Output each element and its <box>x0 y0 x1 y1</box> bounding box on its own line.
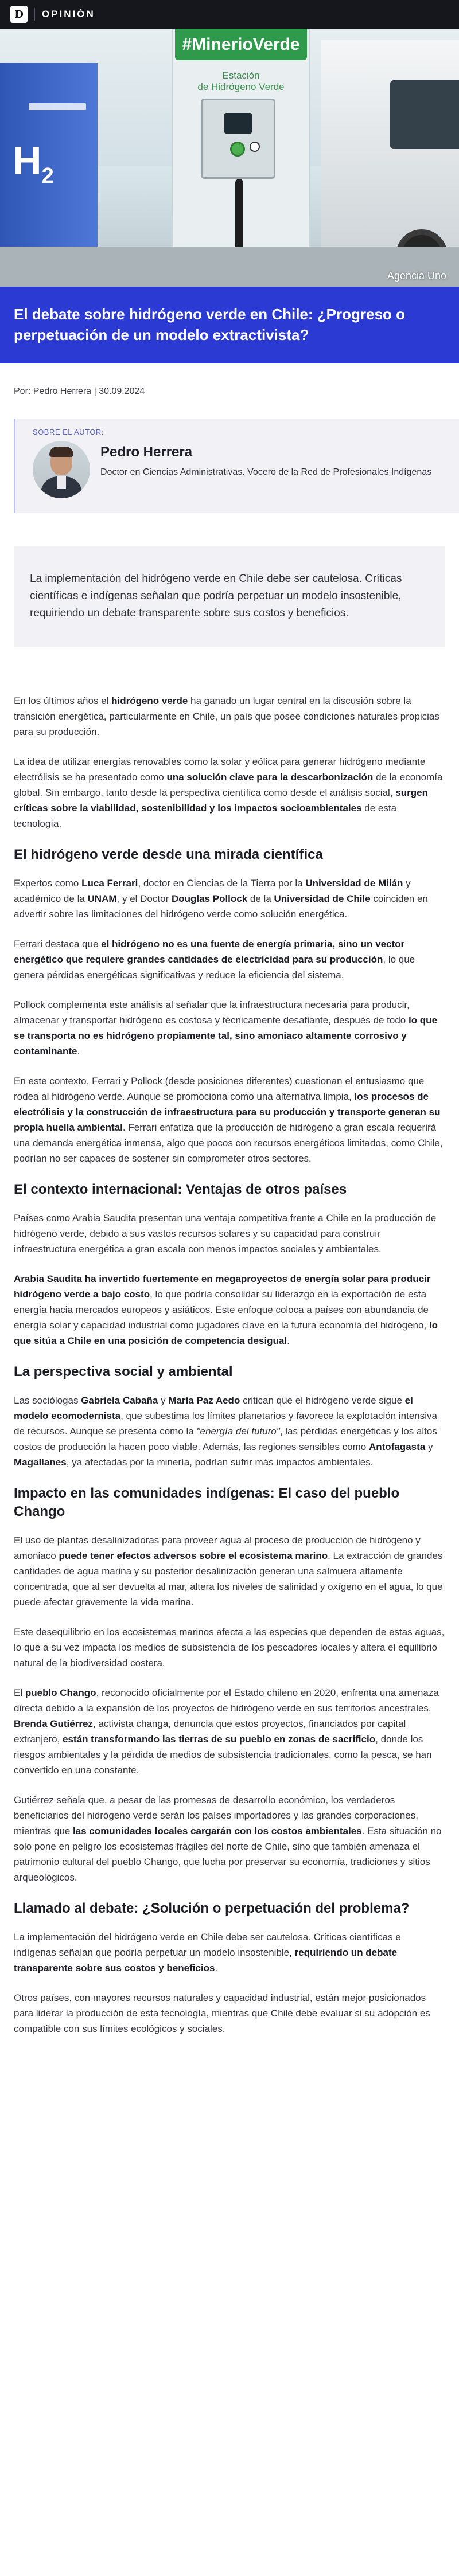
article-lead <box>14 546 445 647</box>
text-run: En este contexto, Ferrari y Pollock (desde posiciones diferentes) cuestionan el entusiasmo que rodea al hidrógeno verde. Aunque se promociona como una alternativa limpia, <box>14 1076 425 1102</box>
h2-symbol: $H_2$ <box>13 138 54 188</box>
title-block <box>0 287 459 363</box>
emphasis-text: están transformando las tierras de su pueblo en zonas de sacrificio <box>63 1734 376 1745</box>
dispenser-green-light <box>230 142 245 157</box>
vehicle-window <box>390 80 459 149</box>
text-run: . <box>215 1963 218 1973</box>
paragraph <box>14 1792 445 1885</box>
text-run: , lo que podría consolidar su liderazgo en la exportación de esta energía hacia mercados europeos y asiáticos. Este enfoque coloca a países con abundancia de energía solar y capacidad industrial como jugadores clave en la futura economía del hidrógeno, <box>14 1289 429 1331</box>
paragraph <box>14 1271 445 1348</box>
emphasis-text: el modelo ecomodernista <box>14 1395 413 1421</box>
text-run: , reconocido oficialmente por el Estado chileno en 2020, enfrenta una amenaza directa debido a la expansión de los proyectos de hidrógeno verde en sus territorios ancestrales. <box>14 1687 439 1714</box>
paragraph <box>14 1990 445 2036</box>
emphasis-text: surgen críticas sobre la viabilidad, sostenibilidad y los impactos socioambientales <box>14 787 428 814</box>
paragraph <box>14 1073 445 1166</box>
text-run: ha ganado un lugar central en la discusión sobre la transición energética, particularmente en Chile, un país que posee condiciones naturales propicias para su producción. <box>14 695 439 737</box>
text-run: critican que el hidrógeno verde sigue <box>240 1395 405 1406</box>
emphasis-text: los procesos de electrólisis y la construcción de infraestructura para su producción y transporte generan su propia huella ambiental <box>14 1091 441 1133</box>
dispenser-button <box>250 142 260 152</box>
emphasis-text: pueblo Chango <box>25 1687 96 1698</box>
text-run: . Ferrari enfatiza que la producción de hidrógeno a gran escala requerirá una demanda energética inmensa, algo que pocos con recursos energéticos limitados, como Chile, podrían no ser capaces de sostener sin comprometer otros sectores. <box>14 1122 443 1164</box>
section-heading: Llamado al debate: ¿Solución o perpetuación del problema? <box>14 1901 410 1916</box>
emphasis-text: el hidrógeno no es una fuente de energía primaria, sino un vector energético que requiere grandes cantidades de electricidad para su producción <box>14 939 405 965</box>
text-run: y académico de la <box>14 878 411 904</box>
text-run: , las pérdidas energéticas y los altos costos de producción la hacen poco viable. Además, las regiones sensibles como <box>14 1426 437 1452</box>
text-run: Las sociólogas <box>14 1395 81 1406</box>
text-run: coinciden en advertir sobre las limitaciones del hidrógeno verde como solución energética. <box>14 893 428 920</box>
station-banner: #MinerioVerde <box>175 29 307 60</box>
text-run: . <box>287 1335 290 1346</box>
author-name[interactable]: Pedro Herrera <box>100 444 193 460</box>
paragraph <box>14 754 445 831</box>
photo-credit: Agencia Uno <box>387 270 446 282</box>
dispenser-screen <box>224 113 252 134</box>
text-run: Otros países, con mayores recursos naturales y capacidad industrial, están mejor posicionados para liderar la producción de esta tecnología, mientras que Chile debe evaluar si su adopción es compatible con sus límites ecológicos y sociales. <box>14 1992 430 2034</box>
author-avatar <box>33 441 90 498</box>
text-run: Países como Arabia Saudita presentan una ventaja competitiva frente a Chile en la producción de hidrógeno verde, debido a sus vastos recursos solares y su capacidad para construir infraestructura energética a gran escala con menos impactos sociales y ambientales. <box>14 1213 437 1254</box>
text-run: En los últimos años el <box>14 695 112 706</box>
emphasis-text: Universidad de Chile <box>274 893 371 904</box>
text-run: , lo que genera pérdidas energéticas significativas y reduce la eficiencia del sistema. <box>14 954 415 980</box>
emphasis-text: Arabia Saudita ha invertido fuertemente en megaproyectos de energía solar para producir hidrógeno verde a bajo costo <box>14 1273 431 1300</box>
section-heading: El hidrógeno verde desde una mirada científica <box>14 847 323 862</box>
panel-brand-strip <box>29 103 86 110</box>
text-run: Ferrari destaca que <box>14 939 102 949</box>
author-card <box>14 419 459 513</box>
article-title: El debate sobre hidrógeno verde en Chile: ¿Progreso o perpetuación de un modelo extractivista? <box>14 306 405 343</box>
section-heading: El contexto internacional: Ventajas de otros países <box>14 1182 347 1197</box>
text-run: , y el Doctor <box>116 893 172 904</box>
byline: Por: Pedro Herrera | 30.09.2024 <box>14 386 145 396</box>
paragraph <box>14 1685 445 1778</box>
text-run: Pollock complementa este análisis al señalar que la infraestructura necesaria para producir, almacenar y transportar hidrógeno es costosa y técnicamente desafiante, después de todo <box>14 999 410 1026</box>
text-run: El <box>14 1687 25 1698</box>
text-run: . La extracción de grandes cantidades de agua marina y su posterior desalinización generan una salmuera altamente concentrada, que al ser devuelta al mar, altera los niveles de salinidad y oxígeno en el agua, lo que puede afectar gravemente la vida marina. <box>14 1550 443 1608</box>
section-heading: Impacto en las comunidades indígenas: El caso del pueblo Chango <box>14 1486 400 1519</box>
site-header <box>0 0 459 29</box>
paragraph <box>14 875 445 922</box>
emphasis-text: Antofagasta <box>368 1441 426 1452</box>
text-run: , donde los riesgos ambientales y la pérdida de medios de subsistencia tradicionales, como la pesca, se han convertido en una constante. <box>14 1734 432 1776</box>
emphasis-text: Luca Ferrari <box>81 878 138 889</box>
emphasis-text: lo que se transporta no es hidrógeno propiamente tal, sino amoniaco altamente corrosivo y contaminante <box>14 1015 438 1057</box>
text-run: La idea de utilizar energías renovables como la solar y eólica para generar hidrógeno mediante electrólisis se ha presentado como <box>14 756 426 783</box>
emphasis-text: puede tener efectos adversos sobre el ecosistema marino <box>59 1550 328 1561</box>
paragraph <box>14 693 445 740</box>
text-run: y <box>158 1395 169 1406</box>
emphasis-text: requiriendo un debate transparente sobre sus costos y beneficios <box>14 1947 398 1973</box>
emphasis-text: hidrógeno verde <box>111 695 188 706</box>
station-label: Estación de Hidrógeno Verde <box>197 70 285 92</box>
section-heading: La perspectiva social y ambiental <box>14 1364 233 1379</box>
text-run: de esta tecnología. <box>14 803 397 829</box>
text-run: La implementación del hidrógeno verde en Chile debe ser cautelosa. Críticas científicas e indígenas señalan que podría perpetuar un modelo insostenible, <box>14 1932 401 1958</box>
section-label[interactable]: OPINIÓN <box>42 9 95 19</box>
paragraph <box>14 1533 445 1610</box>
text-run: . <box>77 1046 80 1057</box>
paragraph <box>14 936 445 983</box>
paragraph <box>14 1210 445 1257</box>
site-logo[interactable]: D <box>10 6 28 23</box>
emphasis-text: Gabriela Cabaña <box>81 1395 158 1406</box>
text-run: de la <box>247 893 274 904</box>
text-run: , que subestima los límites planetarios y favorece la explotación intensiva de recursos. Aunque se presenta como la <box>14 1410 437 1437</box>
text-run: . Esta situación no solo pone en peligro los ecosistemas frágiles del norte de Chile, sino que también amenaza el patrimonio cultural del pueblo Chango, que lucha por preservar su economía, tradiciones y sitios arqueológicos. <box>14 1826 442 1883</box>
emphasis-text: Douglas Pollock <box>171 893 248 904</box>
text-run: , doctor en Ciencias de la Tierra por la <box>138 878 306 889</box>
emphasis-text: María Paz Aedo <box>168 1395 240 1406</box>
text-run: y <box>425 1441 433 1452</box>
author-bio: Doctor en Ciencias Administrativas. Vocero de la Red de Profesionales Indígenas <box>100 467 432 477</box>
h2-panel <box>0 63 98 258</box>
fuel-dispenser <box>201 99 275 179</box>
emphasis-text: Brenda Gutiérrez <box>14 1718 93 1729</box>
text-run: Este desequilibrio en los ecosistemas marinos afecta a las especies que dependen de estas aguas, lo que a su vez impacta los medios de subsistencia de los pescadores locales y altera el equilibrio natural de la biodiversidad costera. <box>14 1627 445 1668</box>
italic-text: "energía del futuro" <box>196 1426 280 1437</box>
text-run: El uso de plantas desalinizadoras para proveer agua al proceso de producción de hidrógeno y amoniaco <box>14 1535 421 1561</box>
paragraph <box>14 1393 445 1470</box>
text-run: , activista changa, denuncia que estos proyectos, financiados por capital extranjero, <box>14 1718 406 1745</box>
emphasis-text: una solución clave para la descarbonización <box>166 772 374 783</box>
lead-text: La implementación del hidrógeno verde en Chile debe ser cautelosa. Críticas científicas e indígenas señalan que podría perpetuar un modelo insostenible, requiriendo un debate transparente sobre sus costos y beneficios. <box>30 573 402 619</box>
header-divider <box>34 8 35 21</box>
paragraph <box>14 1624 445 1671</box>
text-run: Expertos como <box>14 878 82 889</box>
emphasis-text: Magallanes <box>14 1457 67 1468</box>
author-tag: SOBRE EL AUTOR: <box>33 428 104 436</box>
emphasis-text: lo que sitúa a Chile en una posición de competencia desigual <box>14 1320 438 1346</box>
text-run: Gutiérrez señala que, a pesar de las promesas de desarrollo económico, los verdaderos beneficiarios del hidrógeno verde serán los países importadores y las grandes corporaciones, mientras que <box>14 1795 418 1836</box>
emphasis-text: Universidad de Milán <box>305 878 403 889</box>
article-body <box>0 647 459 2108</box>
hero-image <box>0 29 459 287</box>
text-run: de la economía global. Sin embargo, tanto desde la perspectiva científica como desde el análisis social, <box>14 772 443 798</box>
text-run: , ya afectadas por la minería, podrían sufrir más impactos ambientales. <box>66 1457 374 1468</box>
emphasis-text: las comunidades locales cargarán con los costos ambientales <box>73 1826 362 1836</box>
paragraph <box>14 997 445 1059</box>
emphasis-text: UNAM <box>87 893 117 904</box>
paragraph <box>14 1929 445 1976</box>
